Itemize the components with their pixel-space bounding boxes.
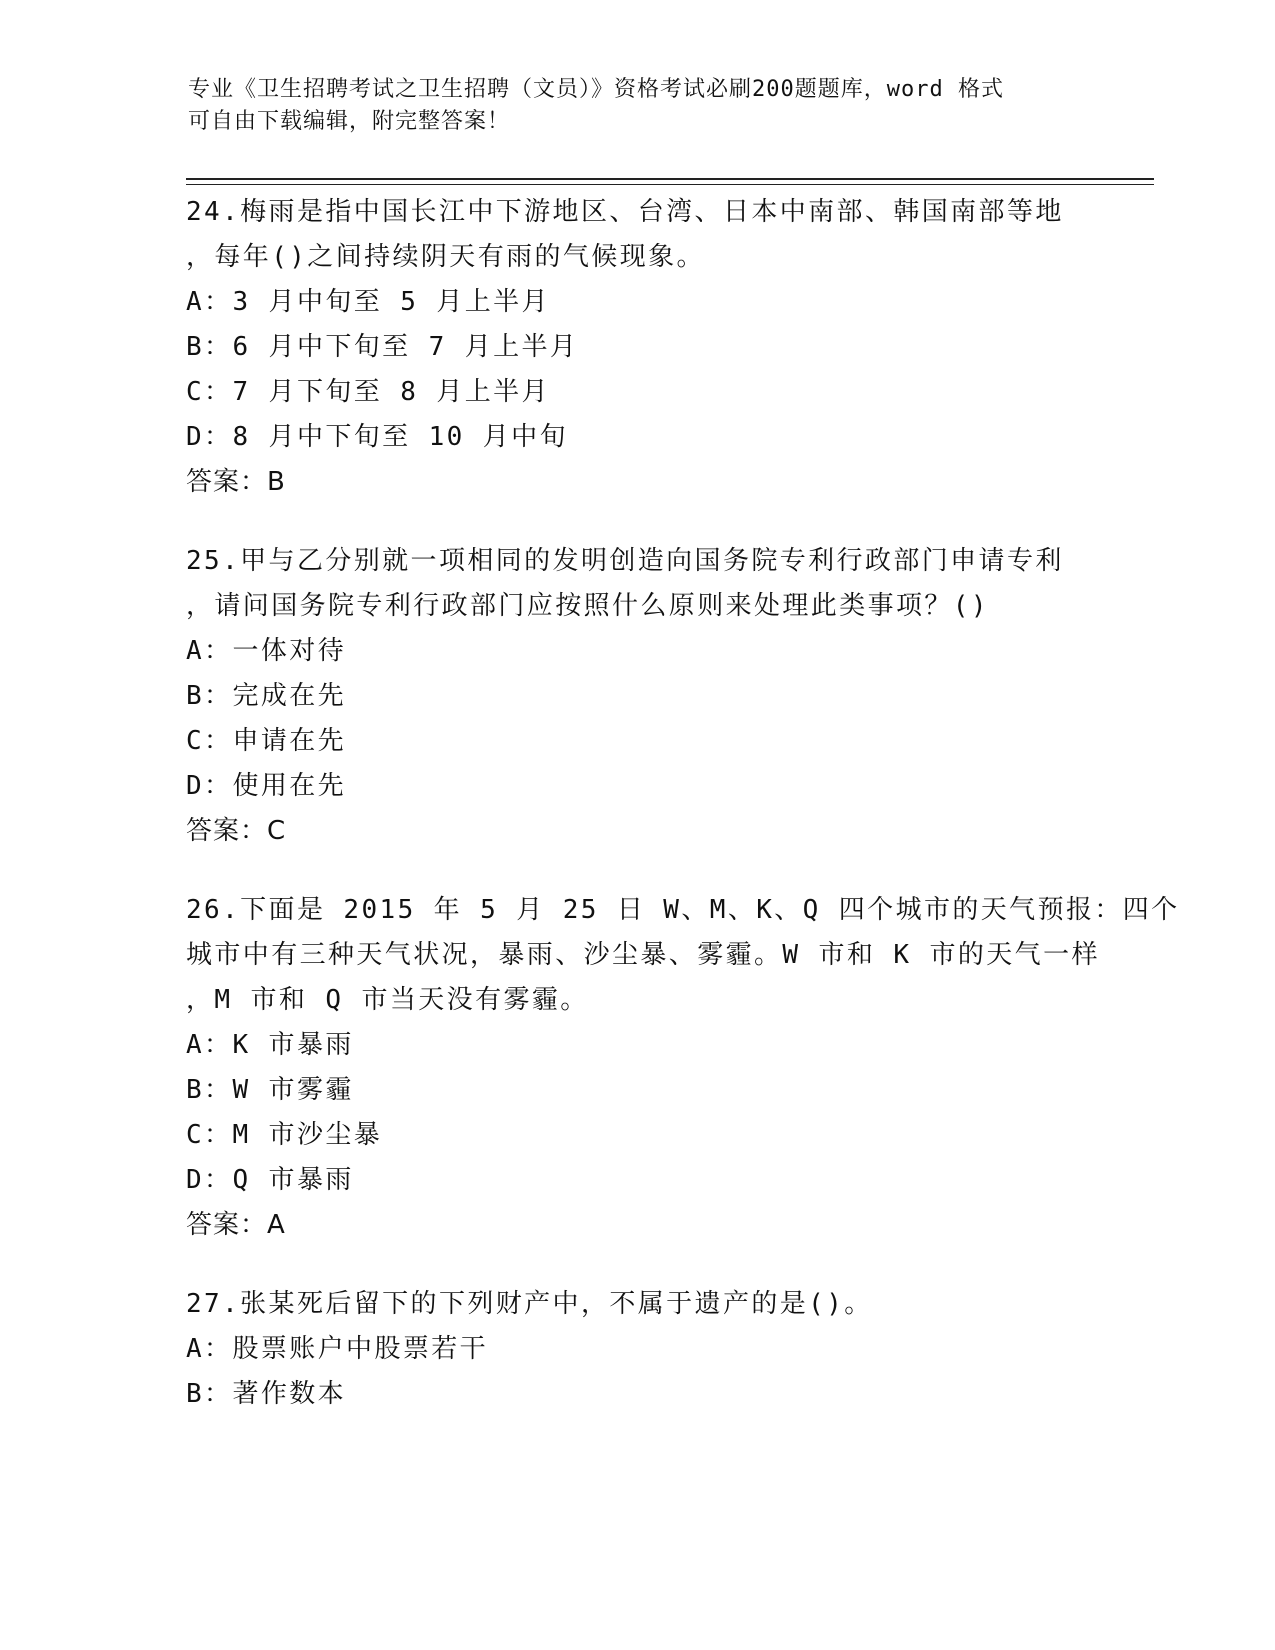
- option-d: D：Q 市暴雨: [186, 1165, 354, 1195]
- question-24: [186, 190, 1086, 505]
- header-line-1: 专业《卫生招聘考试之卫生招聘（文员）》资格考试必刷200题题库，word 格式: [188, 77, 1004, 102]
- option-c: C：M 市沙尘暴: [186, 1120, 383, 1150]
- question-25: [186, 539, 1086, 854]
- answer: 答案：A: [186, 1210, 286, 1240]
- option-a: A：一体对待: [186, 636, 347, 666]
- option-d: D：使用在先: [186, 771, 347, 801]
- option-c: C：申请在先: [186, 726, 347, 756]
- question-stem-line: 26.下面是 2015 年 5 月 25 日 W、M、K、Q 四个城市的天气预报：四个: [186, 895, 1180, 925]
- option-b: B：著作数本: [186, 1379, 347, 1409]
- header-divider-thick: [186, 178, 1154, 180]
- answer: 答案：C: [186, 816, 287, 846]
- question-stem-line: 24.梅雨是指中国长江中下游地区、台湾、日本中南部、韩国南部等地: [186, 197, 1064, 227]
- option-a: A：股票账户中股票若干: [186, 1334, 489, 1364]
- option-a: A：K 市暴雨: [186, 1030, 354, 1060]
- header-divider-thin: [186, 184, 1154, 185]
- question-stem-line: ，每年()之间持续阴天有雨的气候现象。: [186, 242, 705, 272]
- question-stem: [186, 539, 1086, 629]
- question-stem-line: 城市中有三种天气状况，暴雨、沙尘暴、雾霾。W 市和 K 市的天气一样: [186, 940, 1100, 970]
- option-c: C：7 月下旬至 8 月上半月: [186, 377, 550, 407]
- option-a: A：3 月中旬至 5 月上半月: [186, 287, 550, 317]
- option-d: D：8 月中下旬至 10 月中旬: [186, 422, 568, 452]
- question-27: [186, 1282, 1086, 1417]
- header-line-2: 可自由下载编辑，附完整答案！: [188, 109, 511, 134]
- question-stem: [186, 1282, 1086, 1327]
- question-26: [186, 888, 1180, 1248]
- option-b: B：完成在先: [186, 681, 347, 711]
- question-stem-line: 27.张某死后留下的下列财产中，不属于遗产的是()。: [186, 1289, 873, 1319]
- option-b: B：W 市雾霾: [186, 1075, 354, 1105]
- question-list: [186, 190, 1180, 1451]
- question-stem-line: 25.甲与乙分别就一项相同的发明创造向国务院专利行政部门申请专利: [186, 546, 1064, 576]
- question-stem-line: ，请问国务院专利行政部门应按照什么原则来处理此类事项？(): [186, 591, 989, 621]
- option-b: B：6 月中下旬至 7 月上半月: [186, 332, 579, 362]
- question-stem: [186, 888, 1180, 1023]
- question-stem: [186, 190, 1086, 280]
- question-stem-line: ，M 市和 Q 市当天没有雾霾。: [186, 985, 589, 1015]
- document-header: [188, 74, 1068, 138]
- answer: 答案：B: [186, 467, 286, 497]
